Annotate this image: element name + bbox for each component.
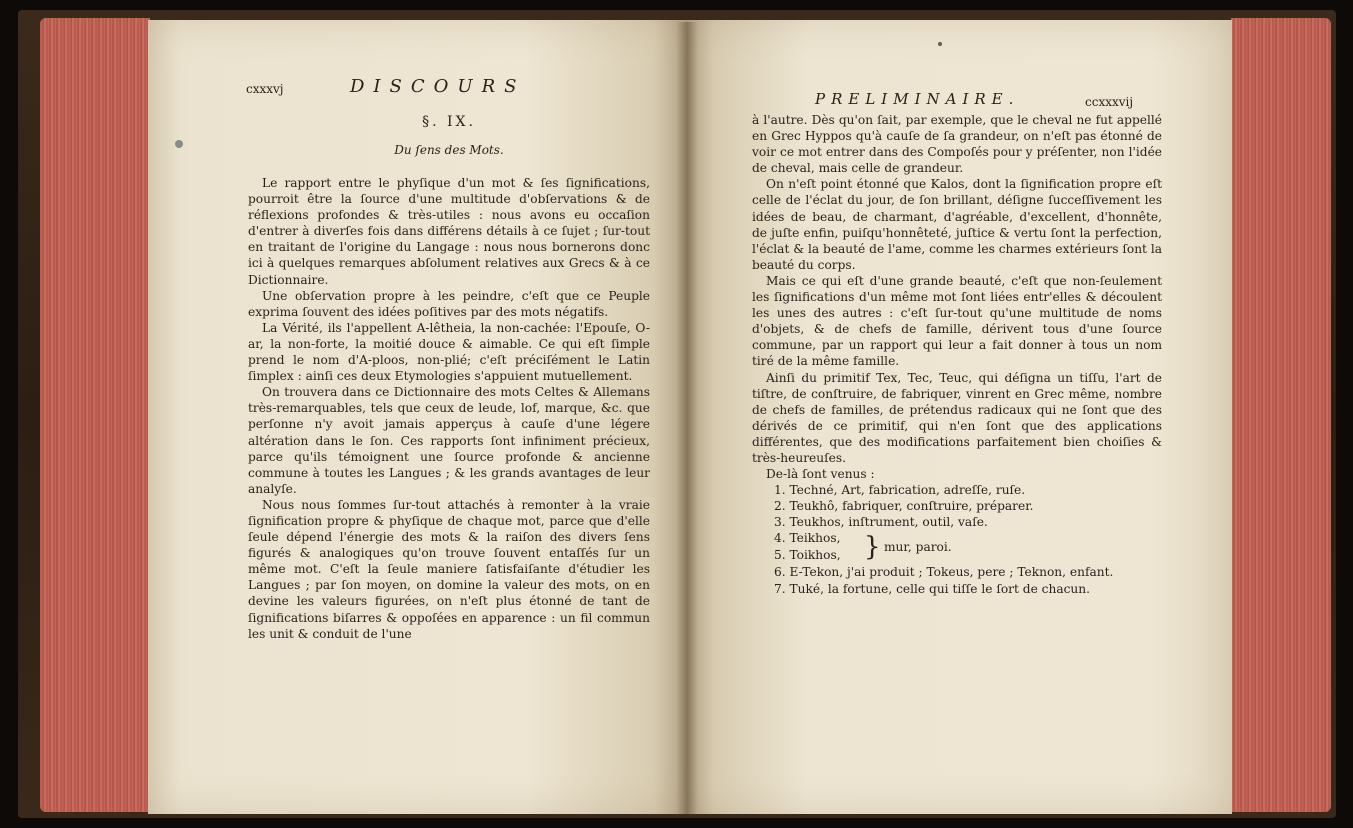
left-folio: cxxxvj [246,82,284,96]
book-gutter [676,22,698,814]
left-page-edges [40,18,150,812]
derived-words-list-continued [752,564,1162,596]
binding-hole-icon [175,140,183,148]
paragraph: De-là ſont venus : [766,467,875,482]
section-subtitle: Du ſens des Mots. [394,143,504,157]
paragraph: On trouvera dans ce Dictionnaire des mots Celtes & Allemans très-remarquables, tels que ceux de leude, lof, marque, &c. que perſonne n'y avoit jamais apperçus à cauſe d'une légere altération dans le ſon. Ces rapports ſont infiniment précieux, parce qu'ils témoignent une ſource profonde & ancienne commune à toutes les Langues ; & les grands avantages de leur analyſe. [248,385,650,496]
paragraph: à l'autre. Dès qu'on ſait, par exemple, que le cheval ne fut appellé en Grec Hyppos qu'à cauſe de ſa grandeur, on n'eſt pas étonné de voir ce mot entrer dans des Compoſés pour y préſenter, non l'idée de cheval, mais celle de grandeur. [752,113,1162,176]
right-page-body [752,112,1162,597]
list-item: 4. Teikhos, [774,531,841,546]
right-running-head: PRELIMINAIRE. [815,90,1020,108]
list-item: 1. Techné, Art, fabrication, adreſſe, ruſe. [774,483,1026,498]
section-number: §. IX. [422,114,476,130]
paragraph: On n'eſt point étonné que Kalos, dont la ſignification propre eſt celle de l'éclat du jour, de ſon brillant, déſigne ſucceſſivement les idées de beau, de charmant, d'agréable, d'excellent, d'honnête, de juſte enfin, puiſqu'honnêteté, juſtice & vertu ſont la perfection, l'éclat & la beauté de l'ame, comme les charmes extérieurs ſont la beauté du corps. [752,177,1162,272]
right-page-edges [1231,18,1331,812]
paragraph: Le rapport entre le phyſique d'un mot & ſes ſignifications, pourroit être la ſource d'une multitude d'obſervations & de réflexions profondes & très-utiles : nous avons eu occaſion d'entrer à diverſes fois dans différens détails à ce ſujet ; ſur-tout en traitant de l'origine du Langage : nous nous bornerons donc ici à quelques remarques abſolument relatives aux Grecs & à ce Dictionnaire. [248,176,650,287]
ink-dot [938,42,942,46]
brace-icon: } [864,532,881,563]
derived-words-list [752,482,1162,530]
paragraph: Nous nous ſommes ſur-tout attachés à remonter à la vraie ſignification propre & phyſique de chaque mot, parce que d'elle ſeule dépend l'énergie des mots & la raiſon des divers ſens figurés & analogiques qu'on trouve ſouvent entaſſés ſur un même mot. C'eſt la ſeule maniere ſatisfaiſante d'étudier les Langues ; par ſon moyen, on domine la valeur des mots, on en devine les valeurs figurées, on n'eſt plus étonné de tant de ſignifications biſarres & oppoſées en apparence : un fil commun les unit & conduit de l'une [248,497,650,641]
paragraph: La Vérité, ils l'appellent A-lêtheia, la non-cachée: l'Epouſe, O-ar, la non-forte, la moitié douce & aimable. Ce qui eſt ſimple prend le nom d'A-ploos, non-plié; c'eſt préciſément le Latin ſimplex : ainſi ces deux Etymologies s'appuient mutuellement. [248,320,650,384]
list-item: 7. Tuké, la fortune, celle qui tiſſe le ſort de chacun. [774,581,1091,596]
brace-meaning: mur, paroi. [884,540,952,555]
list-item: 5. Toikhos, [774,548,841,563]
left-page-body [248,175,650,642]
paragraph: Ainſi du primitif Tex, Tec, Teuc, qui déſigna un tiſſu, l'art de tiſtre, de conſtruire, de fabriquer, vinrent en Grec même, nombre de chefs de familles, de prétendus radicaux qui ne ſont que des dérivés de ce primitif, qui n'en ſont que des applications différentes, que des modifications parfaitement bien choiſies & très-heureuſes. [752,370,1162,465]
list-item: 2. Teukhô, fabriquer, conſtruire, préparer. [774,499,1034,514]
left-running-head: DISCOURS [350,76,526,97]
braced-items [752,530,1162,564]
list-item: 3. Teukhos, inſtrument, outil, vaſe. [774,515,988,530]
list-item: 6. E-Tekon, j'ai produit ; Tokeus, pere ; Teknon, enfant. [774,565,1114,580]
right-folio: ccxxxvij [1085,95,1134,109]
paragraph: Mais ce qui eſt d'une grande beauté, c'eſt que non-ſeulement les ſignifications d'un même mot ſont liées entr'elles & découlent les unes des autres : c'eſt ſur-tout qu'une multitude de noms d'objets, & de chefs de famille, dérivent tous d'une ſource commune, par un rapport qui leur a fait donner à tous un nom tiré de la même famille. [752,273,1162,369]
paragraph: Une obſervation propre à les peindre, c'eſt que ce Peuple exprima ſouvent des idées poſitives par des mots négatifs. [248,288,650,319]
